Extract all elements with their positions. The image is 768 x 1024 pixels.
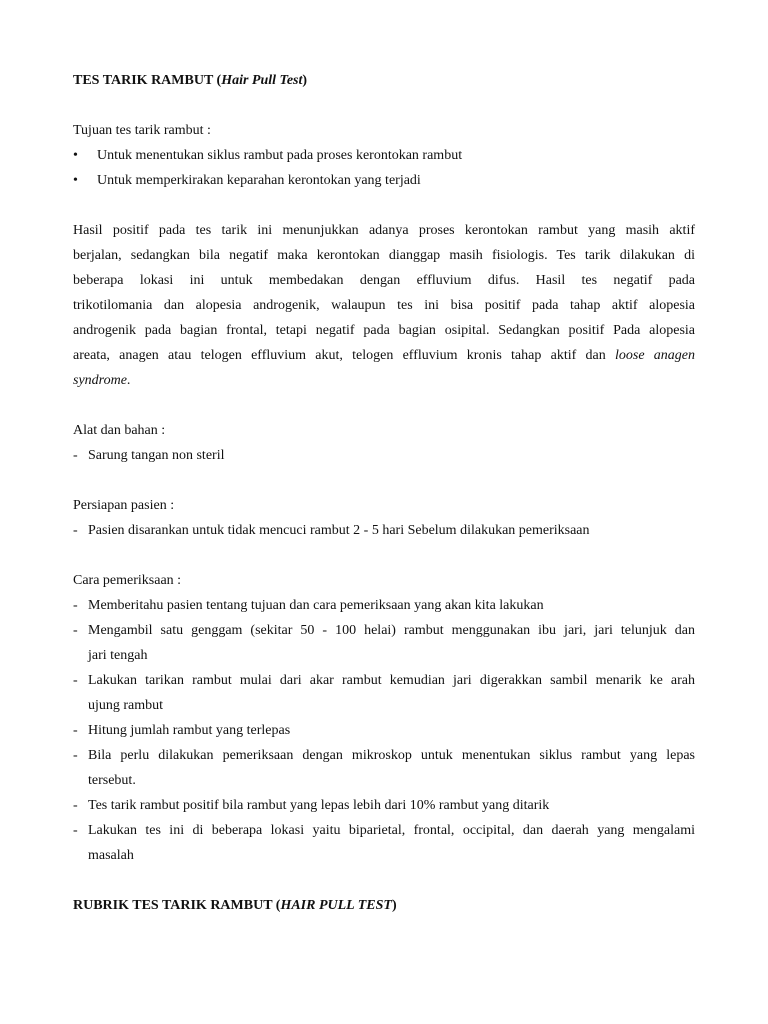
- cara-item-text: Hitung jumlah rambut yang terlepas: [88, 723, 291, 738]
- alat-item: [73, 443, 695, 468]
- hasil-paragraph: [73, 218, 695, 393]
- dash-icon: -: [73, 798, 78, 813]
- paragraph-line-text: areata, anagen atau telogen effluvium akut, telogen effluvium kronis tahap aktif dan: [73, 348, 606, 363]
- title-italic: Hair Pull Test: [221, 73, 303, 88]
- rubrik-title-italic: HAIR PULL TEST: [280, 898, 392, 913]
- dash-icon: -: [73, 823, 78, 838]
- paragraph-line-italic: syndrome: [73, 373, 127, 388]
- rubrik-title: [73, 893, 695, 918]
- cara-item-text: tersebut.: [88, 773, 136, 788]
- cara-item-text: Mengambil satu genggam (sekitar 50 - 100 helai) rambut menggunakan ibu jari, jari telunjuk dan: [88, 623, 695, 638]
- dash-icon: -: [73, 448, 78, 463]
- alat-heading: Alat dan bahan :: [73, 423, 166, 438]
- tujuan-item: [73, 143, 695, 168]
- cara-item-text: jari tengah: [88, 648, 148, 663]
- bullet-icon: •: [73, 148, 78, 163]
- alat-item-text: Sarung tangan non steril: [88, 448, 225, 463]
- paragraph-line: trikotilomania dan alopesia androgenik, walaupun tes ini bisa positif pada tahap aktif alopesia: [73, 298, 695, 313]
- cara-item-text: masalah: [88, 848, 134, 863]
- cara-item: [73, 743, 695, 793]
- bullet-icon: •: [73, 173, 78, 188]
- cara-item: [73, 793, 695, 818]
- document-content: [73, 68, 695, 918]
- cara-heading: Cara pemeriksaan :: [73, 573, 182, 588]
- tujuan-heading: Tujuan tes tarik rambut :: [73, 123, 211, 138]
- paragraph-line: berjalan, sedangkan bila negatif maka kerontokan dianggap masih fisiologis. Tes tarik dilakukan di: [73, 248, 695, 263]
- paragraph-line: [73, 343, 695, 368]
- persiapan-item: [73, 518, 695, 543]
- cara-item: [73, 618, 695, 668]
- title-prefix: TES TARIK RAMBUT (: [73, 73, 222, 88]
- dash-icon: -: [73, 673, 78, 688]
- paragraph-line: [73, 368, 695, 393]
- cara-item-text: Lakukan tarikan rambut mulai dari akar rambut kemudian jari digerakkan sambil menarik ke arah: [88, 673, 695, 688]
- dash-icon: -: [73, 748, 78, 763]
- document-title: [73, 68, 695, 93]
- cara-item-text: Bila perlu dilakukan pemeriksaan dengan mikroskop untuk menentukan siklus rambut yang lepas: [88, 748, 695, 763]
- rubrik-title-prefix: RUBRIK TES TARIK RAMBUT (: [73, 898, 281, 913]
- rubrik-title-suffix: ): [391, 898, 397, 913]
- paragraph-line: beberapa lokasi ini untuk membedakan dengan effluvium difus. Hasil tes negatif pada: [73, 273, 695, 288]
- cara-item-text: Lakukan tes ini di beberapa lokasi yaitu biparietal, frontal, occipital, dan daerah yang mengalami: [88, 823, 695, 838]
- persiapan-item-text: Pasien disarankan untuk tidak mencuci rambut 2 - 5 hari Sebelum dilakukan pemeriksaan: [88, 523, 590, 538]
- tujuan-item: [73, 168, 695, 193]
- title-suffix: ): [302, 73, 308, 88]
- cara-item: [73, 593, 695, 618]
- dash-icon: -: [73, 523, 78, 538]
- tujuan-item-text: Untuk menentukan siklus rambut pada proses kerontokan rambut: [97, 148, 463, 163]
- cara-item-text: ujung rambut: [88, 698, 164, 713]
- paragraph-line: androgenik pada bagian frontal, tetapi negatif pada bagian osipital. Sedangkan positif Pada alopesia: [73, 323, 695, 338]
- tujuan-item-text: Untuk memperkirakan keparahan kerontokan yang terjadi: [97, 173, 421, 188]
- paragraph-line-italic: loose anagen: [614, 348, 695, 363]
- dash-icon: -: [73, 623, 78, 638]
- cara-item: [73, 718, 695, 743]
- paragraph-line-text: .: [126, 373, 131, 388]
- dash-icon: -: [73, 598, 78, 613]
- cara-item-text: Memberitahu pasien tentang tujuan dan cara pemeriksaan yang akan kita lakukan: [88, 598, 544, 613]
- paragraph-line: Hasil positif pada tes tarik ini menunjukkan adanya proses kerontokan rambut yang masih aktif: [73, 223, 695, 238]
- cara-item: [73, 668, 695, 718]
- cara-item-text: Tes tarik rambut positif bila rambut yang lepas lebih dari 10% rambut yang ditarik: [88, 798, 550, 813]
- persiapan-heading: Persiapan pasien :: [73, 498, 175, 513]
- cara-item: [73, 818, 695, 868]
- dash-icon: -: [73, 723, 78, 738]
